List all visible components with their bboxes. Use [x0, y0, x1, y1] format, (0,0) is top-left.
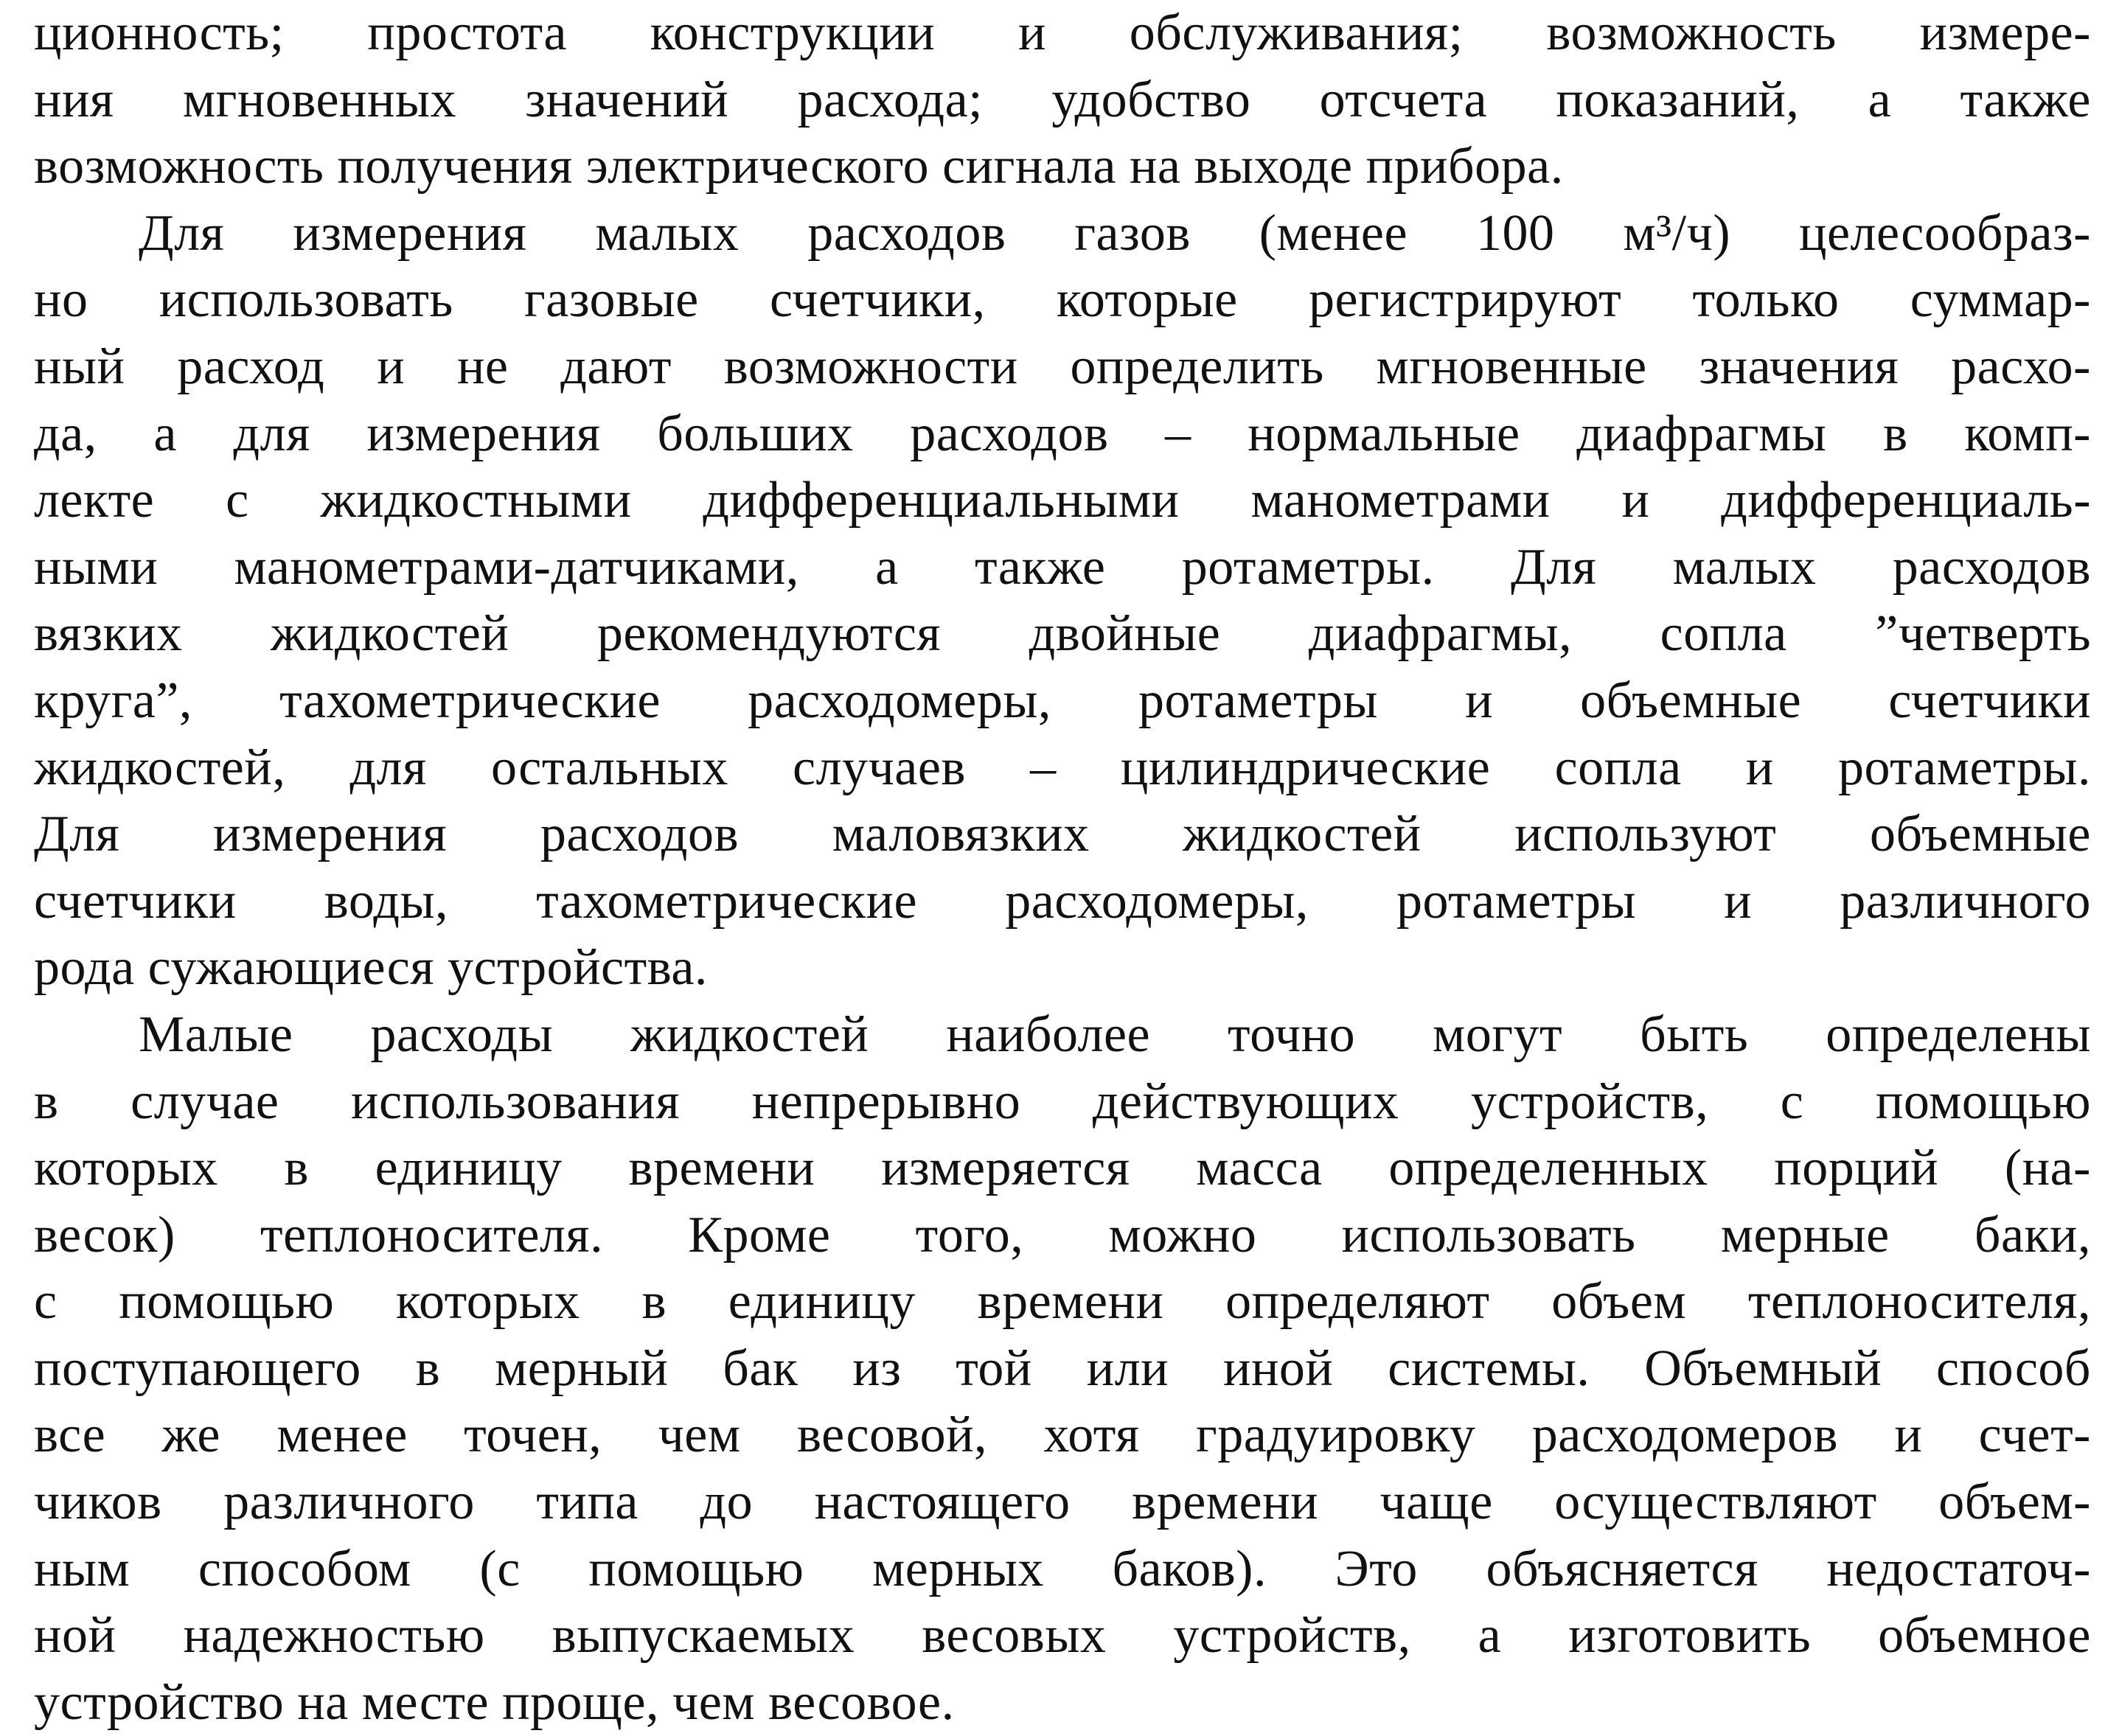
text-line: возможность получения электрического сигнала на выходе прибора.: [34, 138, 1564, 195]
text-line: но использовать газовые счетчики, которые регистрируют только суммар-: [34, 271, 2091, 329]
text-line: жидкостей, для остальных случаев – цилиндрические сопла и ротаметры.: [34, 739, 2091, 796]
text-line: ным способом (с помощью мерных баков). Это объясняется недостаточ-: [34, 1540, 2091, 1597]
text-line: да, а для измерения больших расходов – нормальные диафрагмы в комп-: [34, 405, 2091, 462]
text-line: которых в единицу времени измеряется масса определенных порций (на-: [34, 1140, 2091, 1197]
paragraph-1: [34, 0, 2091, 201]
text-line: весок) теплоносителя. Кроме того, можно использовать мерные баки,: [34, 1206, 2091, 1263]
paragraph-2: [34, 201, 2091, 1002]
text-line: ния мгновенных значений расхода; удобство отсчета показаний, а также: [34, 71, 2091, 128]
text-line: лекте с жидкостными дифференциальными манометрами и дифференциаль-: [34, 472, 2091, 529]
text-line: в случае использования непрерывно действующих устройств, с помощью: [34, 1073, 2091, 1130]
text-line: рода сужающиеся устройства.: [34, 939, 708, 997]
paragraph-3: [34, 1002, 2091, 1736]
text-line: ной надежностью выпускаемых весовых устройств, а изготовить объемное: [34, 1607, 2091, 1664]
text-line: Для измерения расходов маловязких жидкостей используют объемные: [34, 806, 2091, 863]
document-page: [34, 0, 2091, 1736]
text-line: ный расход и не дают возможности определить мгновенные значения расхо-: [34, 338, 2091, 395]
text-line: чиков различного типа до настоящего времени чаще осуществляют объем-: [34, 1474, 2091, 1531]
text-line: поступающего в мерный бак из той или иной системы. Объемный способ: [34, 1339, 2091, 1397]
text-line: с помощью которых в единицу времени определяют объем теплоносителя,: [34, 1273, 2091, 1331]
text-line: ционность; простота конструкции и обслуживания; возможность измере-: [34, 4, 2091, 61]
text-line: все же менее точен, чем весовой, хотя градуировку расходомеров и счет-: [34, 1406, 2091, 1464]
text-line: устройство на месте проще, чем весовое.: [34, 1673, 955, 1731]
text-line: круга”, тахометрические расходомеры, ротаметры и объемные счетчики: [34, 672, 2091, 729]
text-line: Для измерения малых расходов газов (менее 100 м³/ч) целесообраз-: [139, 204, 2091, 262]
text-line: ными манометрами-датчиками, а также ротаметры. Для малых расходов: [34, 538, 2091, 596]
text-line: счетчики воды, тахометрические расходомеры, ротаметры и различного: [34, 872, 2091, 930]
text-line: Малые расходы жидкостей наиболее точно могут быть определены: [139, 1005, 2091, 1063]
text-line: вязких жидкостей рекомендуются двойные диафрагмы, сопла ”четверть: [34, 605, 2091, 663]
